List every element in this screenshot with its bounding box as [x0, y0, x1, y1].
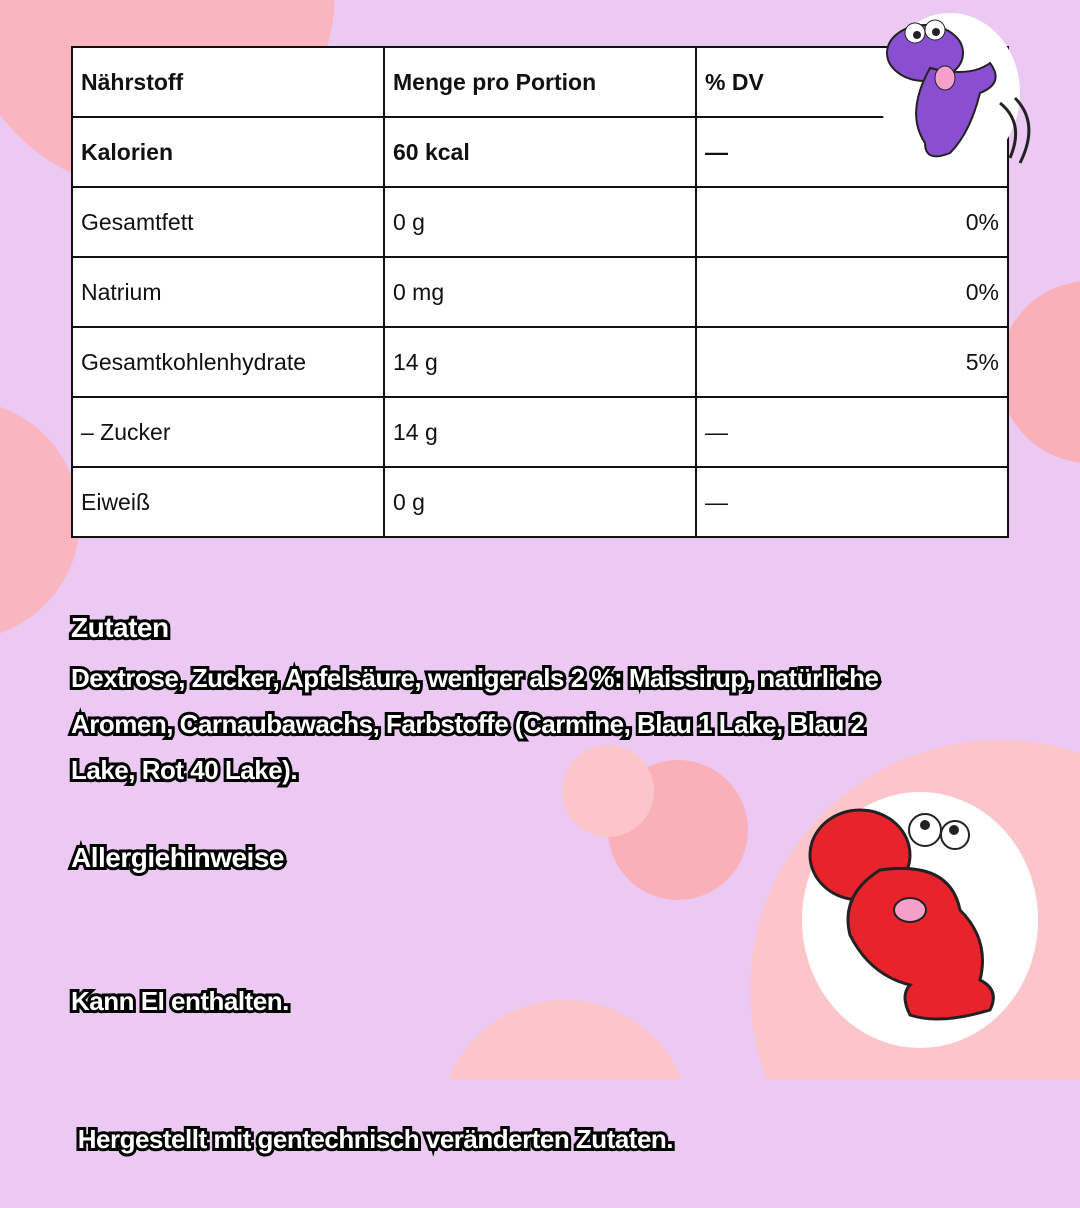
nutrient-cell: – Zucker	[72, 397, 384, 467]
dv-cell: 0%	[696, 257, 1008, 327]
allergens-text	[71, 886, 1031, 1208]
allergens-line: Kann EI enthalten.	[71, 986, 289, 1016]
nutrient-cell: Eiweiß	[72, 467, 384, 537]
table-row	[72, 187, 1008, 257]
nutrient-cell: Gesamtfett	[72, 187, 384, 257]
nutrient-cell: Natrium	[72, 257, 384, 327]
amount-cell: 0 g	[384, 187, 696, 257]
amount-cell: 0 mg	[384, 257, 696, 327]
dv-cell: 5%	[696, 327, 1008, 397]
amount-cell: 14 g	[384, 327, 696, 397]
amount-cell: 0 g	[384, 467, 696, 537]
amount-cell: 14 g	[384, 397, 696, 467]
dv-cell: —	[696, 467, 1008, 537]
nutrient-cell: Kalorien	[72, 117, 384, 187]
table-row	[72, 117, 1008, 187]
purple-mascot-icon	[870, 8, 1050, 178]
dv-cell: 0%	[696, 187, 1008, 257]
table-row	[72, 397, 1008, 467]
bg-circle	[999, 281, 1080, 463]
ingredients-line: Aromen, Carnaubawachs, Farbstoffe (Carmine, Blau 1 Lake, Blau 2	[71, 709, 865, 739]
dv-cell: —	[696, 397, 1008, 467]
table-row	[72, 257, 1008, 327]
nutrition-table	[71, 46, 1009, 538]
ingredients-line: Lake, Rot 40 Lake).	[71, 755, 298, 785]
amount-cell: 60 kcal	[384, 117, 696, 187]
header-nutrient: Nährstoff	[72, 47, 384, 117]
nutrient-cell: Gesamtkohlenhydrate	[72, 327, 384, 397]
table-row	[72, 327, 1008, 397]
header-amount: Menge pro Portion	[384, 47, 696, 117]
dv-cell: —	[696, 117, 1008, 187]
ingredients-heading: Zutaten	[71, 612, 169, 643]
allergens-line: Hergestellt mit gentechnisch veränderten Zutaten.	[71, 1124, 674, 1154]
allergens-heading: Allergiehinweise	[71, 842, 284, 873]
ingredients-line: Dextrose, Zucker, Apfelsäure, weniger als 2 %: Maissirup, natürliche	[71, 663, 879, 693]
header-dv: % DV	[696, 47, 1008, 117]
table-header-row	[72, 47, 1008, 117]
bg-circle	[0, 400, 80, 640]
table-row	[72, 467, 1008, 537]
ingredients-text	[71, 655, 1031, 793]
